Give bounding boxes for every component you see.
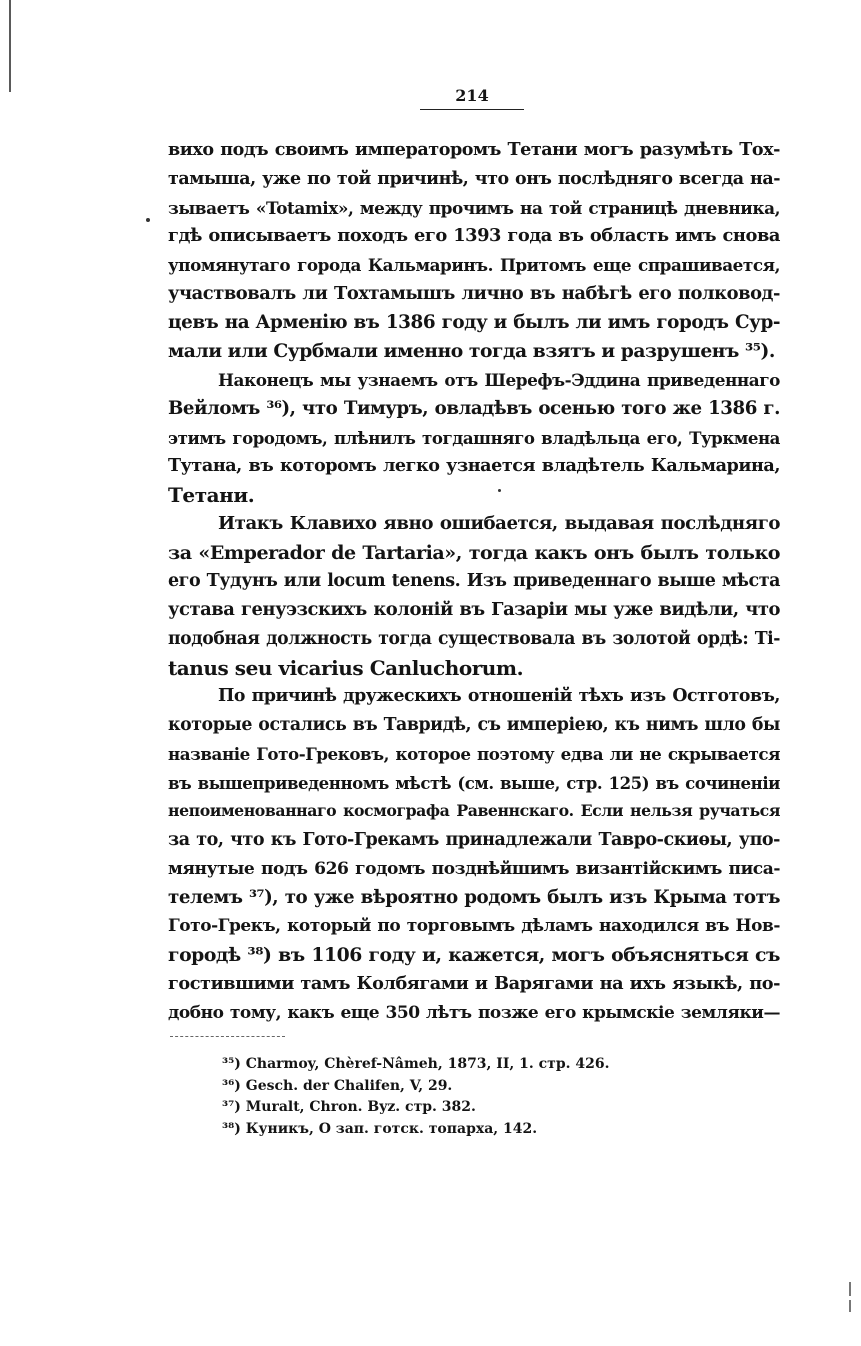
text-line: телемъ ³⁷), то уже вѣроятно родомъ былъ изъ Крыма тотъ — [168, 886, 780, 908]
page-number-rule — [420, 109, 524, 110]
text-line: въ вышеприведенномъ мѣстѣ (см. выше, стр. 125) въ сочиненіи — [168, 772, 780, 793]
footnote: ³⁸) Куникъ, О зап. готск. топарха, 142. — [222, 1120, 538, 1137]
text-line: непоименованнаго космографа Равеннскаго. Если нельзя ручаться — [168, 801, 780, 821]
text-line: гостившими тамъ Колбягами и Варягами на ихъ языкѣ, по- — [168, 972, 780, 994]
text-line: за «Emperador de Tartaria», тогда какъ онъ былъ только — [168, 541, 780, 564]
text-line: По причинѣ дружескихъ отношеній тѣхъ изъ Остготовъ, — [218, 686, 780, 707]
body-text — [168, 136, 780, 1027]
text-line: тамыша, уже по той причинѣ, что онъ послѣдняго всегда на- — [168, 168, 780, 189]
text-line: этимъ городомъ, плѣнилъ тогдашняго владѣльца его, Туркмена — [168, 427, 780, 448]
text-line: Наконецъ мы узнаемъ отъ Шерефъ-Эддина приведеннаго — [218, 370, 780, 390]
footnote: ³⁷) Muralt, Chron. Byz. стр. 382. — [222, 1099, 476, 1115]
text-line: Тетани. — [168, 483, 255, 507]
scan-edge-mark — [9, 0, 11, 92]
text-line: за то, что къ Гото-Грекамъ принадлежали Тавро-скиѳы, упо- — [168, 830, 780, 850]
footnotes — [222, 1054, 642, 1140]
text-line: Вейломъ ³⁶), что Тимуръ, овладѣвъ осенью того же 1386 г. — [168, 397, 780, 419]
text-line: Итакъ Клавихо явно ошибается, выдавая послѣдняго — [218, 512, 780, 534]
text-line: гдѣ описываетъ походъ его 1393 года въ область имъ снова — [168, 225, 780, 247]
page-number: 214 — [455, 86, 489, 105]
text-line: зываетъ «Totamix», между прочимъ на той страницѣ дневника, — [168, 197, 780, 218]
paragraph — [168, 366, 780, 510]
footnote: ³⁶) Gesch. der Chalifen, V, 29. — [222, 1077, 453, 1094]
paragraph — [168, 510, 780, 683]
text-line: tanus seu vicarius Canluchorum. — [168, 655, 524, 680]
text-line: названіе Гото-Грековъ, которое поэтому едва ли не скрывается — [168, 743, 780, 764]
scan-edge-mark — [849, 1300, 851, 1312]
paragraph — [168, 682, 780, 1027]
text-line: городѣ ³⁸) въ 1106 году и, кажется, могъ объясняться съ — [168, 944, 780, 966]
scan-edge-mark — [849, 1282, 851, 1296]
text-line: Тутана, въ которомъ легко узнается владѣтель Кальмарина, — [168, 455, 780, 477]
text-line: добно тому, какъ еще 350 лѣтъ позже его крымскіе земляки— — [168, 1002, 780, 1023]
text-line: мали или Сурбмали именно тогда взятъ и разрушенъ ³⁵). — [168, 340, 775, 363]
text-line: подобная должность тогда существовала въ золотой ордѣ: Ti- — [168, 628, 780, 649]
text-line: упомянутаго города Кальмаринъ. Притомъ еще спрашивается, — [168, 255, 780, 275]
text-line: вихо подъ своимъ императоромъ Тетани могъ разумѣть Тох- — [168, 140, 780, 160]
ink-speck — [146, 218, 150, 222]
text-line: участвовалъ ли Тохтамышъ лично въ набѣгѣ его полковод- — [168, 282, 780, 304]
text-line: устава генуэзскихъ колоній въ Газаріи мы уже видѣли, что — [168, 599, 780, 620]
footnote: ³⁵) Charmoy, Chèref-Nâmeh, 1873, II, 1. стр. 426. — [222, 1056, 610, 1072]
text-line: его Тудунъ или locum tenens. Изъ приведеннаго выше мѣста — [168, 571, 780, 592]
text-line: мянутые подъ 626 годомъ позднѣйшимъ византійскимъ писа- — [168, 858, 780, 879]
text-line: Гото-Грекъ, который по торговымъ дѣламъ находился въ Нов- — [168, 916, 780, 937]
text-line: которые остались въ Тавридѣ, съ имперіею, къ нимъ шло бы — [168, 715, 780, 735]
footnote-separator — [170, 1036, 285, 1037]
paragraph — [168, 136, 780, 366]
text-line: цевъ на Арменію въ 1386 году и былъ ли имъ городъ Сур- — [168, 311, 780, 333]
